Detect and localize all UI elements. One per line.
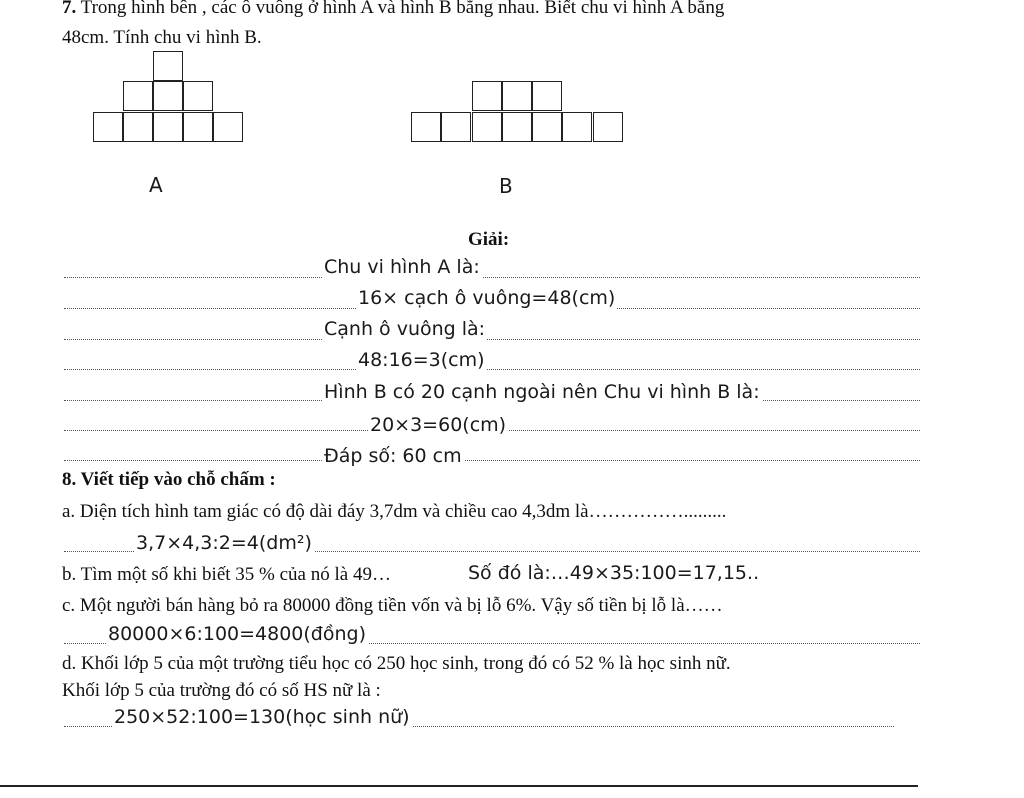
problem7-number: 7.: [62, 0, 77, 18]
figure-a-square: [153, 112, 183, 142]
dotted-line: [64, 460, 920, 461]
problem8-b-answer: Số đó là:…49×35:100=17,15..: [468, 562, 760, 584]
solution-line: Chu vi hình A là:: [324, 256, 480, 278]
figure-b-square: [532, 81, 562, 111]
solution-line: 16× cạch ô vuông=48(cm): [358, 287, 616, 309]
figure-a-square: [123, 81, 153, 111]
figure-b-square: [502, 81, 532, 111]
problem8-a-answer: 3,7×4,3:2=4(dm²): [136, 532, 312, 554]
page-bottom-rule: [0, 785, 918, 787]
figure-a-square: [213, 112, 243, 142]
solution-title: Giải:: [468, 229, 510, 250]
dotted-line: [64, 339, 920, 340]
problem8-c-answer: 80000×6:100=4800(đồng): [108, 623, 367, 645]
figure-b-square: [441, 112, 471, 142]
figure-a-square: [93, 112, 123, 142]
figure-a-square: [153, 51, 183, 81]
dotted-line: [64, 277, 920, 278]
problem8-d-question-line2: Khối lớp 5 của trường đó có số HS nữ là :: [62, 680, 381, 701]
solution-line: Cạnh ô vuông là:: [324, 318, 486, 340]
figure-a-square: [123, 112, 153, 142]
problem7-line1: [62, 0, 724, 19]
figure-b-square: [593, 112, 623, 142]
dotted-line: [64, 369, 920, 370]
figure-a-label: A: [149, 173, 163, 197]
problem8-c-question: c. Một người bán hàng bỏ ra 80000 đồng tiền vốn và bị lỗ 6%. Vậy số tiền bị lỗ là……: [62, 595, 723, 616]
solution-line: 48:16=3(cm): [358, 349, 485, 371]
figure-a-square: [183, 81, 213, 111]
figure-a-square: [183, 112, 213, 142]
problem8-d-question-line1: d. Khối lớp 5 của một trường tiểu học có 250 học sinh, trong đó có 52 % là học sinh nữ.: [62, 653, 731, 674]
figure-b-square: [562, 112, 592, 142]
problem8-a-question: a. Diện tích hình tam giác có độ dài đáy 3,7dm và chiều cao 4,3dm là…………….........: [62, 501, 727, 522]
solution-answer: Đáp số: 60 cm: [324, 445, 462, 467]
solution-line: Hình B có 20 cạnh ngoài nên Chu vi hình B là:: [324, 381, 760, 403]
problem7-text: Trong hình bên , các ô vuông ở hình A và hình B bằng nhau. Biết chu vi hình A bằng: [80, 0, 725, 18]
figure-b-square: [532, 112, 562, 142]
figure-b-label: B: [499, 174, 513, 198]
problem8-b-question: b. Tìm một số khi biết 35 % của nó là 49…: [62, 564, 391, 585]
solution-line: 20×3=60(cm): [370, 414, 507, 436]
figure-b-square: [472, 112, 502, 142]
figure-b-square: [411, 112, 441, 142]
problem8-title: 8. Viết tiếp vào chỗ chấm :: [62, 469, 276, 490]
figure-b-square: [472, 81, 502, 111]
problem7-line2: 48cm. Tính chu vi hình B.: [62, 27, 262, 48]
figure-b-square: [502, 112, 532, 142]
problem8-d-answer: 250×52:100=130(học sinh nữ): [114, 706, 410, 728]
figure-a-square: [153, 81, 183, 111]
